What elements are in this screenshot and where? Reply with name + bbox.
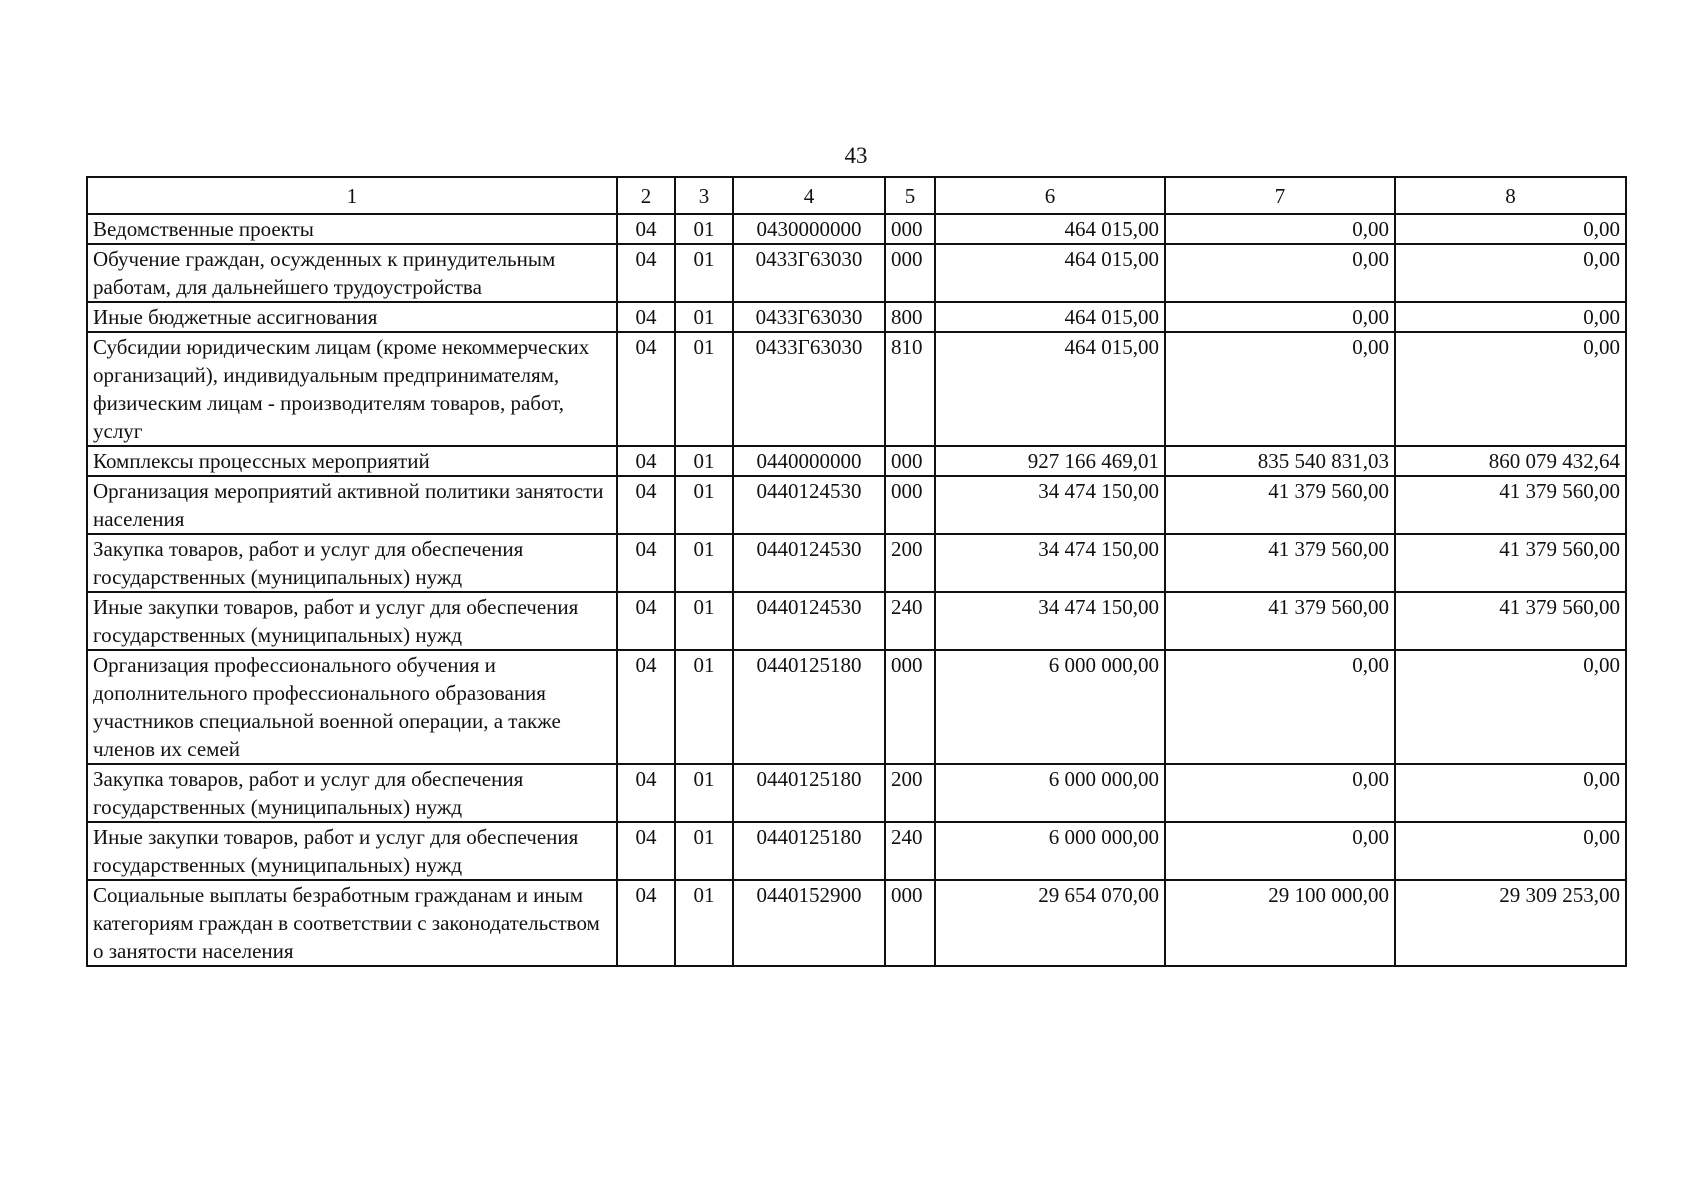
row-name: Социальные выплаты безработным гражданам и иным категориям граждан в соответствии с законодательством о занятости населения: [87, 880, 617, 966]
row-target-code: 0440125180: [733, 822, 885, 880]
row-expense-type: 000: [885, 446, 935, 476]
row-expense-type: 000: [885, 880, 935, 966]
table-row: [87, 446, 1626, 476]
row-amount-col7: 0,00: [1165, 650, 1395, 764]
header-row: [87, 177, 1626, 214]
row-target-code: 0433Г63030: [733, 244, 885, 302]
table-row: [87, 244, 1626, 302]
row-expense-type: 000: [885, 244, 935, 302]
row-amount-col8: 41 379 560,00: [1395, 476, 1626, 534]
table-row: [87, 534, 1626, 592]
row-section: 04: [617, 650, 675, 764]
row-amount-col6: 464 015,00: [935, 214, 1165, 244]
row-amount-col7: 29 100 000,00: [1165, 880, 1395, 966]
row-amount-col6: 34 474 150,00: [935, 534, 1165, 592]
row-subsection: 01: [675, 534, 733, 592]
page-number: 43: [844, 143, 868, 168]
row-amount-col6: 29 654 070,00: [935, 880, 1165, 966]
row-expense-type: 810: [885, 332, 935, 446]
row-amount-col8: 0,00: [1395, 214, 1626, 244]
row-target-code: 0440125180: [733, 764, 885, 822]
row-amount-col8: 0,00: [1395, 332, 1626, 446]
row-name: Организация мероприятий активной политики занятости населения: [87, 476, 617, 534]
row-amount-col7: 41 379 560,00: [1165, 592, 1395, 650]
row-amount-col7: 0,00: [1165, 244, 1395, 302]
table-row: [87, 650, 1626, 764]
row-amount-col8: 41 379 560,00: [1395, 592, 1626, 650]
row-subsection: 01: [675, 592, 733, 650]
table-row: [87, 592, 1626, 650]
row-subsection: 01: [675, 214, 733, 244]
row-expense-type: 240: [885, 822, 935, 880]
row-subsection: 01: [675, 476, 733, 534]
row-target-code: 0440125180: [733, 650, 885, 764]
row-section: 04: [617, 822, 675, 880]
row-amount-col7: 0,00: [1165, 302, 1395, 332]
header-col-2: 2: [617, 177, 675, 214]
row-name: Субсидии юридическим лицам (кроме некоммерческих организаций), индивидуальным предпринимателям, физическим лицам - производителям товаров, работ, услуг: [87, 332, 617, 446]
row-amount-col7: 41 379 560,00: [1165, 534, 1395, 592]
row-target-code: 0440000000: [733, 446, 885, 476]
row-subsection: 01: [675, 332, 733, 446]
row-amount-col7: 0,00: [1165, 822, 1395, 880]
row-section: 04: [617, 880, 675, 966]
row-expense-type: 240: [885, 592, 935, 650]
header-col-5: 5: [885, 177, 935, 214]
row-subsection: 01: [675, 650, 733, 764]
row-amount-col6: 6 000 000,00: [935, 822, 1165, 880]
row-amount-col6: 34 474 150,00: [935, 592, 1165, 650]
header-col-3: 3: [675, 177, 733, 214]
row-name: Иные закупки товаров, работ и услуг для обеспечения государственных (муниципальных) нужд: [87, 592, 617, 650]
row-amount-col6: 927 166 469,01: [935, 446, 1165, 476]
row-section: 04: [617, 476, 675, 534]
row-amount-col8: 29 309 253,00: [1395, 880, 1626, 966]
row-subsection: 01: [675, 244, 733, 302]
header-col-7: 7: [1165, 177, 1395, 214]
header-col-4: 4: [733, 177, 885, 214]
row-expense-type: 000: [885, 650, 935, 764]
row-amount-col6: 6 000 000,00: [935, 650, 1165, 764]
header-col-8: 8: [1395, 177, 1626, 214]
table-row: [87, 332, 1626, 446]
row-amount-col7: 0,00: [1165, 332, 1395, 446]
row-section: 04: [617, 244, 675, 302]
table-row: [87, 764, 1626, 822]
header-col-1: 1: [87, 177, 617, 214]
row-name: Ведомственные проекты: [87, 214, 617, 244]
row-target-code: 0440124530: [733, 592, 885, 650]
row-target-code: 0440124530: [733, 476, 885, 534]
row-target-code: 0433Г63030: [733, 302, 885, 332]
row-amount-col8: 0,00: [1395, 764, 1626, 822]
row-name: Иные закупки товаров, работ и услуг для обеспечения государственных (муниципальных) нужд: [87, 822, 617, 880]
row-amount-col8: 0,00: [1395, 302, 1626, 332]
row-expense-type: 000: [885, 214, 935, 244]
row-amount-col6: 6 000 000,00: [935, 764, 1165, 822]
row-subsection: 01: [675, 302, 733, 332]
row-name: Иные бюджетные ассигнования: [87, 302, 617, 332]
row-target-code: 0440152900: [733, 880, 885, 966]
row-target-code: 0440124530: [733, 534, 885, 592]
row-amount-col8: 860 079 432,64: [1395, 446, 1626, 476]
row-section: 04: [617, 446, 675, 476]
row-target-code: 0433Г63030: [733, 332, 885, 446]
row-amount-col7: 0,00: [1165, 764, 1395, 822]
row-amount-col6: 34 474 150,00: [935, 476, 1165, 534]
row-amount-col8: 41 379 560,00: [1395, 534, 1626, 592]
row-target-code: 0430000000: [733, 214, 885, 244]
row-section: 04: [617, 534, 675, 592]
row-section: 04: [617, 764, 675, 822]
row-section: 04: [617, 592, 675, 650]
row-subsection: 01: [675, 822, 733, 880]
row-subsection: 01: [675, 764, 733, 822]
row-amount-col6: 464 015,00: [935, 332, 1165, 446]
table-row: [87, 302, 1626, 332]
row-subsection: 01: [675, 880, 733, 966]
row-amount-col7: 41 379 560,00: [1165, 476, 1395, 534]
row-expense-type: 000: [885, 476, 935, 534]
row-section: 04: [617, 302, 675, 332]
row-name: Обучение граждан, осужденных к принудительным работам, для дальнейшего трудоустройства: [87, 244, 617, 302]
row-amount-col8: 0,00: [1395, 822, 1626, 880]
row-expense-type: 200: [885, 764, 935, 822]
row-amount-col6: 464 015,00: [935, 302, 1165, 332]
budget-table: [86, 176, 1627, 967]
row-expense-type: 800: [885, 302, 935, 332]
header-col-6: 6: [935, 177, 1165, 214]
row-section: 04: [617, 332, 675, 446]
table-row: [87, 880, 1626, 966]
table-row: [87, 822, 1626, 880]
row-section: 04: [617, 214, 675, 244]
row-amount-col6: 464 015,00: [935, 244, 1165, 302]
row-amount-col7: 0,00: [1165, 214, 1395, 244]
row-amount-col7: 835 540 831,03: [1165, 446, 1395, 476]
row-name: Комплексы процессных мероприятий: [87, 446, 617, 476]
row-amount-col8: 0,00: [1395, 650, 1626, 764]
row-name: Закупка товаров, работ и услуг для обеспечения государственных (муниципальных) нужд: [87, 534, 617, 592]
row-name: Организация профессионального обучения и дополнительного профессионального образования участников специальной военной операции, а также членов их семей: [87, 650, 617, 764]
row-amount-col8: 0,00: [1395, 244, 1626, 302]
table-row: [87, 476, 1626, 534]
table-row: [87, 214, 1626, 244]
row-name: Закупка товаров, работ и услуг для обеспечения государственных (муниципальных) нужд: [87, 764, 617, 822]
row-expense-type: 200: [885, 534, 935, 592]
row-subsection: 01: [675, 446, 733, 476]
